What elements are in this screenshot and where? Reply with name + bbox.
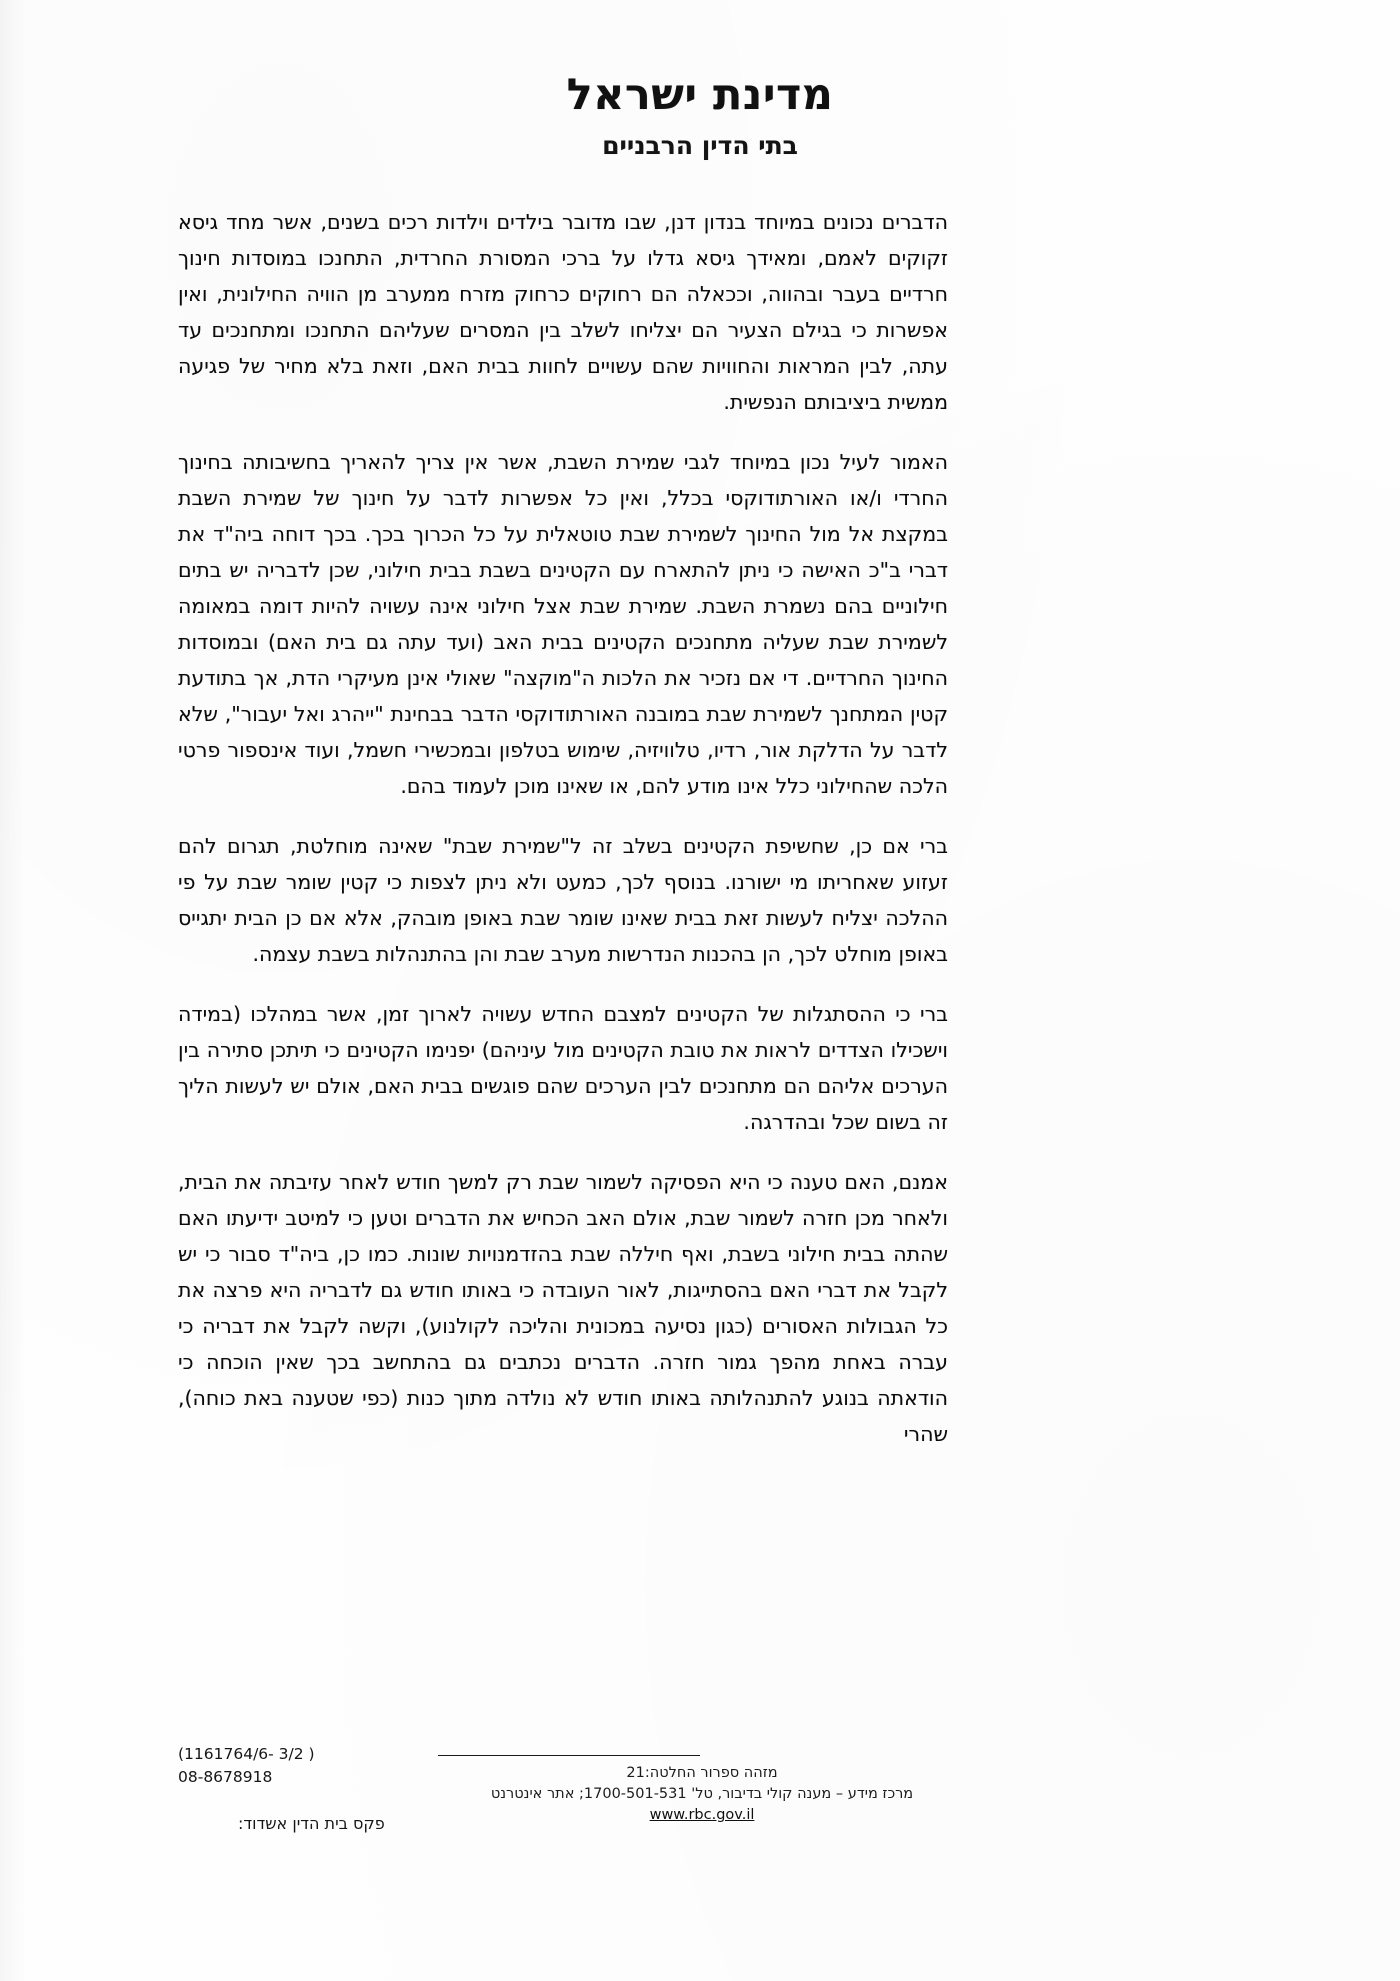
paragraph: האמור לעיל נכון במיוחד לגבי שמירת השבת, אשר אין צריך להאריך בחשיבותה בחינוך החרדי ו/או האורתודוקסי בכלל, ואין כל אפשרות לדבר על חינוך של שמירת השבת במקצת אל מול החינוך לשמירת שבת טוטאלית על כל הכרוך בכך. בכך דוחה ביה"ד את דברי ב"כ האישה כי ניתן להתארח עם הקטינים בשבת בבית חילוני, שכן לדבריה יש בתים חילוניים בהם נשמרת השבת. שמירת שבת אצל חילוני אינה עשויה להיות דומה במאומה לשמירת שבת שעליה מתחנכים הקטינים בבית האב (ועד עתה גם בית האם) ובמוסדות החינוך החרדיים. די אם נזכיר את הלכות ה"מוקצה" שאולי אינן מעיקרי הדת, אך בתודעת קטין המתחנך לשמירת שבת במובנה האורתודוקסי הדבר בבחינת "ייהרג ואל יעבור", שלא לדבר על הדלקת אור, רדיו, טלוויזיה, שימוש בטלפון ובמכשירי חשמל, ועוד אינספור פרטי הלכה שהחילוני כלל אינו מודע להם, או שאינו מוכן לעמוד בהם. — [178, 450, 948, 798]
footer-website-link[interactable]: www.rbc.gov.il — [649, 1807, 755, 1823]
footer-fax-label: פקס בית הדין אשדוד: — [238, 1814, 385, 1833]
document-body — [0, 160, 1400, 1452]
document-footer — [0, 1731, 1400, 1981]
footer-case-number: (1161764/6- 3/2 ) — [178, 1745, 315, 1763]
footer-contact-block — [430, 1763, 974, 1826]
paragraph: ברי כי ההסתגלות של הקטינים למצבם החדש עשויה לארוך זמן, אשר במהלכו (במידה וישכילו הצדדים לראות את טובת הקטינים מול עיניהם) יפנימו הקטינים כי תיתכן סתירה בין הערכים אליהם הם מתחנכים לבין הערכים שהם פוגשים בבית האם, אולם יש לעשות הליך זה בשום שכל ובהדרגה. — [178, 1002, 948, 1134]
paragraph: ברי אם כן, שחשיפת הקטינים בשלב זה ל"שמירת שבת" שאינה מוחלטת, תגרום להם זעזוע שאחריתו מי ישורנו. בנוסף לכך, כמעט ולא ניתן לצפות כי קטין שומר שבת על פי ההלכה יצליח לעשות זאת בבית שאינו שומר שבת באופן מובהק, אלא אם כן הבית יתגייס באופן מוחלט לכך, הן בהכנות הנדרשות מערב שבת והן בהתנהלות בשבת עצמה. — [178, 834, 948, 966]
footer-divider — [438, 1755, 700, 1756]
footer-decision-id: מזהה ספרור החלטה:21 — [626, 1765, 778, 1781]
paragraph: הדברים נכונים במיוחד בנדון דנן, שבו מדובר בילדים וילדות רכים בשנים, אשר מחד גיסא זקוקים לאמם, ומאידך גיסא גדלו על ברכי המסורת החרדית, התחנכו במוסדות חינוך חרדיים בעבר ובהווה, וככאלה הם רחוקים כרחוק מזרח ממערב מן הוויה החילונית, ואין אפשרות כי בגילם הצעיר הם יצליחו לשלב בין המסרים שעליהם התחנכו ומתחנכים עד עתה, לבין המראות והחוויות שהם עשויים לחוות בבית האם, וזאת בלא מחיר של פגיעה ממשית ביציבותם הנפשית. — [178, 210, 948, 414]
footer-website-line — [430, 1805, 974, 1826]
footer-phone-number: 08-8678918 — [178, 1768, 273, 1786]
footer-info-center: מרכז מידע – מענה קולי בדיבור, טל' 1700-501-531; אתר אינטרנט — [490, 1786, 914, 1802]
page-subtitle: בתי הדין הרבניים — [602, 131, 798, 160]
document-header — [0, 0, 1400, 160]
page-title: מדינת ישראל — [566, 70, 834, 120]
paragraph: אמנם, האם טענה כי היא הפסיקה לשמור שבת רק למשך חודש לאחר עזיבתה את הבית, ולאחר מכן חזרה לשמור שבת, אולם האב הכחיש את הדברים וטען כי למיטב ידיעתו האם שהתה בבית חילוני בשבת, ואף חיללה שבת בהזדמנויות שונות. כמו כן, ביה"ד סבור כי יש לקבל את דברי האם בהסתייגות, לאור העובדה כי באותו חודש גם לדבריה היא פרצה את כל הגבולות האסורים (כגון נסיעה במכונית והליכה לקולנוע), וקשה לקבל את דבריה כי עברה באחת מהפך גמור חזרה. הדברים נכתבים גם בהתחשב בכך שאין הוכחה כי הודאתה בנוגע להתנהלותה באותו חודש לא נולדה מתוך כנות (כפי שטענה באת כוחה), שהרי — [178, 1170, 948, 1446]
footer-case-block — [178, 1743, 315, 1789]
